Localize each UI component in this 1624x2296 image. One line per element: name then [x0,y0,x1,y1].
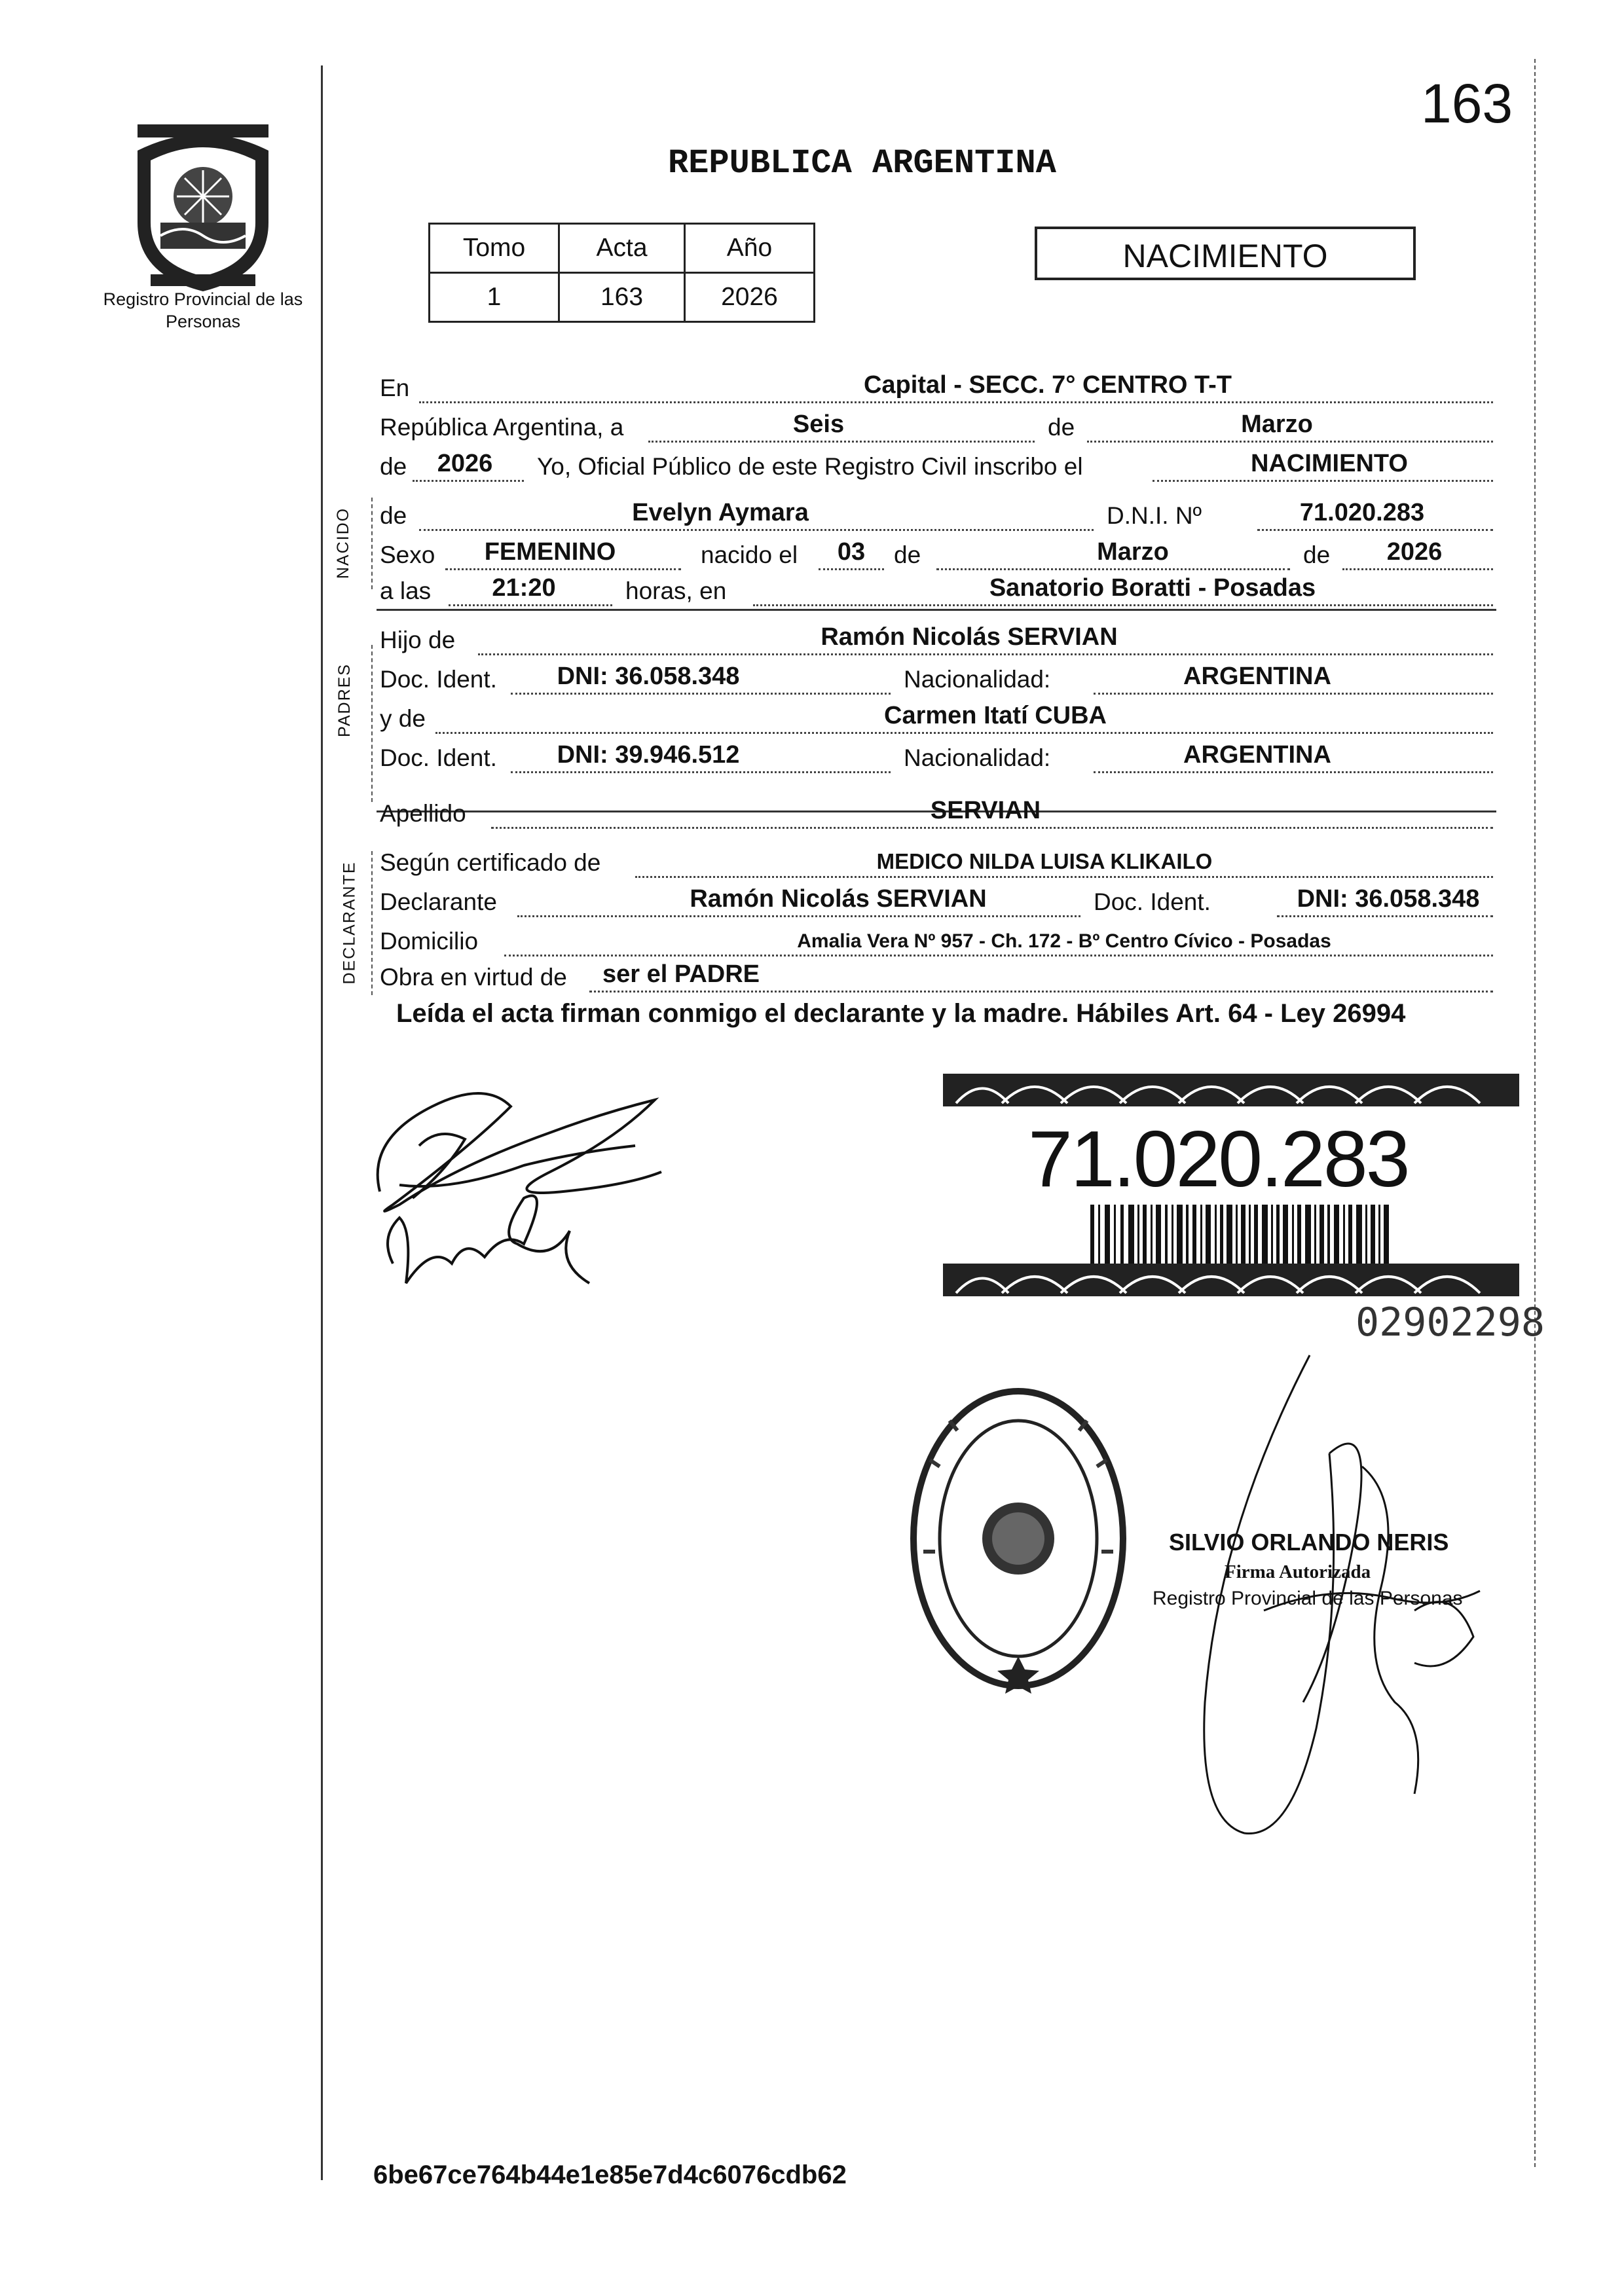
y-de-label: y de [380,705,426,732]
de-year-label: de [380,453,407,480]
declarante-label: Declarante [380,888,497,915]
obra-value: ser el PADRE [602,960,760,988]
anio-header: Año [685,224,815,273]
side-label-nacido: NACIDO [334,507,353,579]
mes-value: Marzo [1241,410,1313,438]
lugar-value: Capital - SECC. 7° CENTRO T-T [863,371,1232,399]
padre-nac-value: ARGENTINA [1183,663,1331,690]
barcode-number: 71.020.283 [1028,1114,1409,1203]
dni-label: D.N.I. Nº [1107,502,1202,529]
dia-nac-value: 03 [837,538,866,566]
officer-signature-image [1166,1336,1506,1859]
padre-nac-label: Nacionalidad: [904,666,1051,693]
padre-value: Ramón Nicolás SERVIAN [821,623,1118,651]
acta-header: Acta [559,224,685,273]
row-nombre [380,494,1493,534]
declarante-doc-label: Doc. Ident. [1094,888,1211,915]
officer-org: Registro Provincial de las Personas [1153,1588,1463,1609]
row-padre-doc [380,658,1493,697]
declarante-doc-value: DNI: 36.058.348 [1297,885,1480,913]
divider-nacido [377,609,1496,611]
barcode-bars [1090,1205,1392,1264]
hijo-label: Hijo de [380,627,456,653]
reference-table [428,223,815,323]
provincial-emblem-icon [124,124,282,295]
cert-label: Según certificado de [380,849,601,876]
sexo-value: FEMENINO [484,538,616,566]
declarante-value: Ramón Nicolás SERVIAN [690,885,987,913]
dia-value: Seis [792,410,845,438]
madre-value: Carmen Itatí CUBA [884,702,1107,729]
officer-title: Firma Autorizada [1225,1561,1371,1582]
row-obra [380,956,1493,995]
side-label-padres: PADRES [335,663,354,737]
anio-value: 2026 [685,273,815,322]
padres-section-line [371,645,373,802]
act-type-box: NACIMIENTO [1035,227,1416,280]
signatures-image [354,1067,694,1309]
de2-label: de [894,541,921,568]
nacido-label: nacido el [701,541,798,568]
row-hora [380,570,1493,609]
horas-label: horas, en [625,577,727,604]
row-apellido [380,792,1493,831]
row-madre [380,697,1493,737]
madre-doc-label: Doc. Ident. [380,744,497,771]
row-sexo [380,534,1493,573]
nombre-value: Evelyn Aymara [632,499,809,526]
left-margin-line [321,65,323,2180]
row-fecha [380,406,1493,445]
de3-label: de [1303,541,1331,568]
country-heading: REPUBLICA ARGENTINA [668,144,1056,183]
de-label: de [1048,414,1075,441]
en-label: En [380,374,410,401]
madre-doc-value: DNI: 39.946.512 [557,741,740,769]
dni-value: 71.020.283 [1299,499,1425,526]
hora-value: 21:20 [492,574,556,602]
certificado-value: MEDICO NILDA LUISA KLIKAILO [876,849,1213,873]
row-inscribo [380,445,1493,484]
madre-nac-value: ARGENTINA [1183,741,1331,769]
document-hash: 6be67ce764b44e1e85e7d4c6076cdb62 [373,2160,847,2189]
nombre-label: de [380,502,407,529]
row-domicilio [380,920,1493,959]
declarante-section-line [371,851,373,995]
republica-label: República Argentina, a [380,414,624,441]
padre-doc-label: Doc. Ident. [380,666,497,693]
obra-label: Obra en virtud de [380,964,567,991]
padre-doc-value: DNI: 36.058.348 [557,663,740,690]
nacido-section-line [371,498,373,589]
row-declarante [380,881,1493,920]
registry-label: Registro Provincial de las Personas [103,289,303,331]
domicilio-value: Amalia Vera Nº 957 - Ch. 172 - Bº Centro Cívico - Posadas [797,930,1331,952]
acta-value: 163 [559,273,685,322]
anio-value: 2026 [437,450,493,477]
row-certificado [380,841,1493,881]
side-label-declarante: DECLARANTE [340,861,359,985]
hora-label: a las [380,577,432,604]
apellido-value: SERVIAN [930,797,1041,824]
mes-nac-value: Marzo [1097,538,1169,566]
tipo-value: NACIMIENTO [1251,450,1408,477]
registry-seal-stamp [904,1381,1133,1696]
sexo-label: Sexo [380,541,435,568]
page-number: 163 [1421,73,1513,134]
row-padre [380,619,1493,658]
domicilio-label: Domicilio [380,928,479,955]
row-madre-doc [380,737,1493,776]
inscribo-label: Yo, Oficial Público de este Registro Civil inscribo el [537,453,1083,480]
tomo-value: 1 [430,273,559,322]
closing-statement: Leída el acta firman conmigo el declarante y la madre. Hábiles Art. 64 - Ley 26994 [396,999,1406,1028]
tomo-header: Tomo [430,224,559,273]
anio-nac-value: 2026 [1386,538,1443,566]
right-margin-line [1534,59,1536,2167]
officer-name: SILVIO ORLANDO NERIS [1169,1529,1449,1556]
madre-nac-label: Nacionalidad: [904,744,1051,771]
control-number: 02902298 [1356,1300,1545,1345]
apellido-label: Apellido [380,800,466,827]
lugar-nac-value: Sanatorio Boratti - Posadas [989,574,1316,602]
row-lugar [380,367,1493,406]
